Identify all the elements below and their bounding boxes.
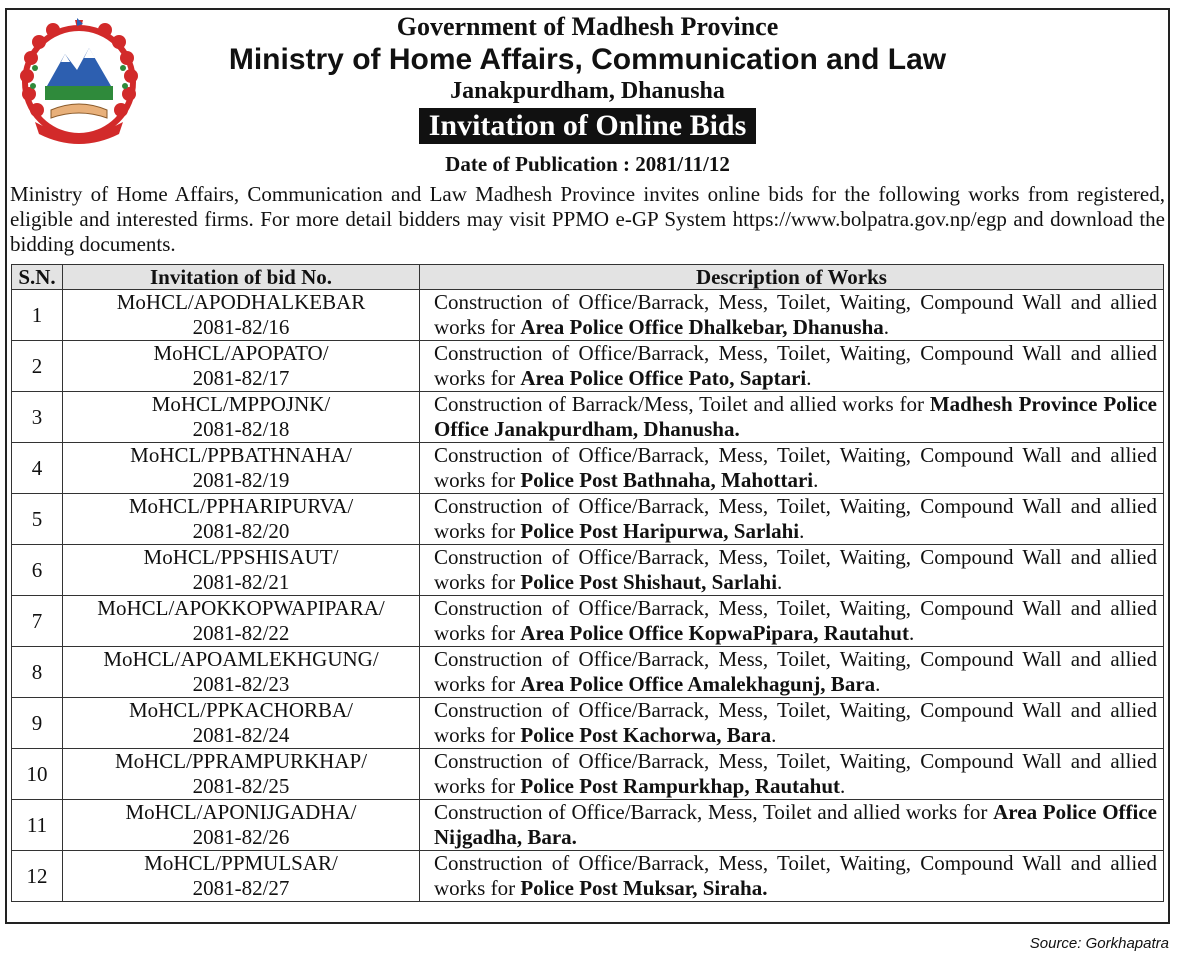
row-bid-no	[63, 443, 420, 494]
row-bid-no	[63, 545, 420, 596]
row-description	[420, 800, 1164, 851]
government-title: Government of Madhesh Province	[396, 12, 779, 41]
bid-no-code: MoHCL/APOPATO/	[153, 341, 329, 365]
bid-no-code: MoHCL/PPRAMPURKHAP/	[114, 749, 368, 773]
row-sn: 11	[12, 800, 63, 851]
bid-no-year: 2081-82/26	[192, 825, 290, 849]
row-bid-no	[63, 647, 420, 698]
row-description	[420, 749, 1164, 800]
nepal-emblem-icon	[17, 18, 141, 148]
table-row	[12, 596, 1164, 647]
row-bid-no	[63, 698, 420, 749]
description-office: Madhesh Province Police Office Janakpurdham, Dhanusha.	[434, 392, 1157, 441]
bid-no-code: MoHCL/APOAMLEKHGUNG/	[103, 647, 379, 671]
row-description	[420, 545, 1164, 596]
description-office: Police Post Muksar, Siraha.	[520, 876, 768, 900]
row-description	[420, 443, 1164, 494]
row-bid-no	[63, 341, 420, 392]
description-office: Area Police Office Dhalkebar, Dhanusha	[520, 315, 884, 339]
table-header-row	[12, 265, 1164, 290]
row-bid-no	[63, 749, 420, 800]
bid-no-year: 2081-82/17	[192, 366, 290, 390]
description-text: Construction of Office/Barrack, Mess, Toilet, Waiting, Compound Wall and allied works for	[434, 545, 1157, 594]
row-description	[420, 494, 1164, 545]
row-bid-no	[63, 290, 420, 341]
row-description	[420, 698, 1164, 749]
table-row	[12, 647, 1164, 698]
bid-no-code: MoHCL/APODHALKEBAR	[116, 290, 366, 314]
bid-no-code: MoHCL/PPBATHNAHA/	[130, 443, 352, 467]
description-text: Construction of Office/Barrack, Mess, Toilet, Waiting, Compound Wall and allied works for	[434, 290, 1157, 339]
description-suffix: .	[875, 672, 881, 696]
table-row	[12, 443, 1164, 494]
description-office: Police Post Haripurwa, Sarlahi	[520, 519, 800, 543]
row-sn: 10	[12, 749, 63, 800]
row-description	[420, 341, 1164, 392]
bid-no-year: 2081-82/18	[192, 417, 290, 441]
row-bid-no	[63, 392, 420, 443]
row-sn: 8	[12, 647, 63, 698]
row-bid-no	[63, 851, 420, 902]
location-line: Janakpurdham, Dhanusha	[450, 78, 725, 104]
table-row	[12, 392, 1164, 443]
bid-no-year: 2081-82/25	[192, 774, 290, 798]
bid-no-code: MoHCL/PPSHISAUT/	[143, 545, 339, 569]
notice-title-banner: Invitation of Online Bids	[419, 108, 757, 144]
table-row	[12, 545, 1164, 596]
description-suffix: .	[908, 621, 915, 645]
header-sn: S.N.	[12, 265, 63, 290]
description-office: Police Post Bathnaha, Mahottari	[520, 468, 814, 492]
bid-no-year: 2081-82/27	[192, 876, 290, 900]
description-text: Construction of Office/Barrack, Mess, Toilet, Waiting, Compound Wall and allied works for	[434, 596, 1157, 645]
bids-table	[11, 264, 1164, 902]
row-sn: 2	[12, 341, 63, 392]
header-bid-no: Invitation of bid No.	[63, 265, 420, 290]
table-row	[12, 851, 1164, 902]
description-text: Construction of Office/Barrack, Mess, Toilet, Waiting, Compound Wall and allied works for	[434, 443, 1157, 492]
row-bid-no	[63, 494, 420, 545]
publication-date: Date of Publication : 2081/11/12	[445, 152, 730, 176]
description-suffix: .	[840, 774, 846, 798]
row-sn: 3	[12, 392, 63, 443]
table-row	[12, 290, 1164, 341]
source-credit: Source: Gorkhapatra	[1029, 935, 1169, 952]
ministry-title: Ministry of Home Affairs, Communication and Law	[228, 43, 947, 76]
row-description	[420, 290, 1164, 341]
description-office: Police Post Shishaut, Sarlahi	[520, 570, 778, 594]
intro-paragraph: Ministry of Home Affairs, Communication and Law Madhesh Province invites online bids for the following works from registered, eligible and interested firms. For more detail bidders may visit PPMO e-GP System https://www.bolpatra.gov.np/egp and download the bidding documents.	[10, 182, 1165, 256]
table-row	[12, 494, 1164, 545]
description-text: Construction of Office/Barrack, Mess, Toilet, Waiting, Compound Wall and allied works for	[434, 647, 1157, 696]
description-office: Area Police Office KopwaPipara, Rautahut	[520, 621, 909, 645]
table-row	[12, 698, 1164, 749]
bid-no-year: 2081-82/16	[192, 315, 290, 339]
notice-header	[147, 10, 1028, 176]
row-description	[420, 851, 1164, 902]
description-suffix: .	[883, 315, 889, 339]
description-suffix: .	[799, 519, 805, 543]
bid-no-code: MoHCL/PPHARIPURVA/	[128, 494, 354, 518]
bid-no-code: MoHCL/PPMULSAR/	[144, 851, 338, 875]
table-body	[12, 290, 1164, 902]
description-text: Construction of Office/Barrack, Mess, Toilet and allied works for	[434, 800, 994, 824]
description-office: Area Police Office Amalekhagunj, Bara	[520, 672, 876, 696]
description-office: Police Post Kachorwa, Bara	[520, 723, 772, 747]
description-text: Construction of Office/Barrack, Mess, Toilet, Waiting, Compound Wall and allied works for	[434, 851, 1157, 900]
row-sn: 5	[12, 494, 63, 545]
description-suffix: .	[771, 723, 777, 747]
description-suffix: .	[777, 570, 783, 594]
table-row	[12, 341, 1164, 392]
row-sn: 1	[12, 290, 63, 341]
description-text: Construction of Office/Barrack, Mess, Toilet, Waiting, Compound Wall and allied works for	[434, 698, 1157, 747]
description-text: Construction of Office/Barrack, Mess, Toilet, Waiting, Compound Wall and allied works for	[434, 749, 1157, 798]
row-description	[420, 647, 1164, 698]
bid-no-year: 2081-82/22	[192, 621, 290, 645]
bid-notice	[5, 8, 1170, 924]
description-suffix: .	[806, 366, 812, 390]
description-text: Construction of Office/Barrack, Mess, Toilet, Waiting, Compound Wall and allied works for	[434, 341, 1157, 390]
description-office: Police Post Rampurkhap, Rautahut	[520, 774, 841, 798]
bid-no-code: MoHCL/MPPOJNK/	[151, 392, 331, 416]
row-description	[420, 596, 1164, 647]
table-row	[12, 749, 1164, 800]
row-description	[420, 392, 1164, 443]
bid-no-year: 2081-82/20	[192, 519, 290, 543]
bid-no-year: 2081-82/19	[192, 468, 290, 492]
row-bid-no	[63, 596, 420, 647]
description-office: Area Police Office Pato, Saptari	[520, 366, 807, 390]
row-sn: 12	[12, 851, 63, 902]
bid-no-code: MoHCL/APONIJGADHA/	[125, 800, 357, 824]
row-sn: 7	[12, 596, 63, 647]
row-sn: 9	[12, 698, 63, 749]
row-sn: 4	[12, 443, 63, 494]
description-text: Construction of Office/Barrack, Mess, Toilet, Waiting, Compound Wall and allied works for	[434, 494, 1157, 543]
row-bid-no	[63, 800, 420, 851]
row-sn: 6	[12, 545, 63, 596]
bid-no-year: 2081-82/24	[192, 723, 290, 747]
bid-no-code: MoHCL/APOKKOPWAPIPARA/	[97, 596, 385, 620]
description-text: Construction of Barrack/Mess, Toilet and allied works for	[434, 392, 930, 416]
header-description: Description of Works	[420, 265, 1164, 290]
bid-no-year: 2081-82/23	[192, 672, 290, 696]
table-row	[12, 800, 1164, 851]
description-office: Area Police Office Nijgadha, Bara.	[434, 800, 1157, 849]
bid-no-year: 2081-82/21	[192, 570, 290, 594]
bid-no-code: MoHCL/PPKACHORBA/	[128, 698, 354, 722]
description-suffix: .	[813, 468, 819, 492]
